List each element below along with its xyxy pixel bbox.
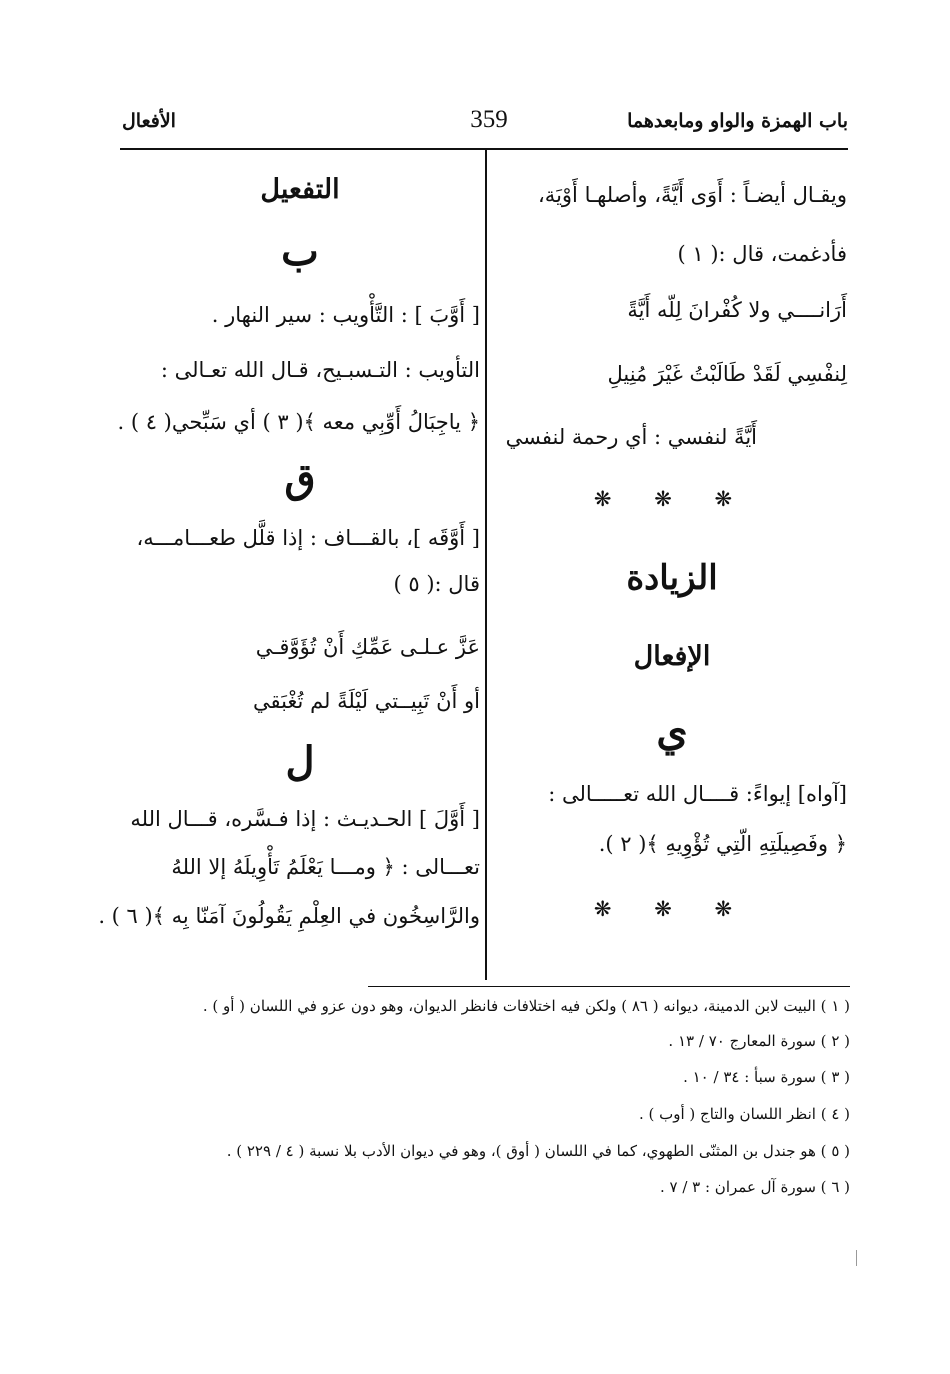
letter-heading: ق: [284, 455, 316, 502]
section-title: الأفعال: [122, 110, 176, 132]
page-number: 359: [470, 106, 508, 133]
separator-stars: ❋ ❋ ❋: [593, 897, 751, 921]
section-heading: الزيادة: [626, 558, 718, 598]
text-line: ﴿ وفَصِيلَتِهِ الّتِي تُؤْوِيهِ ﴾( ٢ ).: [598, 832, 847, 856]
text-line: قال :( ٥ ): [393, 572, 480, 596]
chapter-title: باب الهمزة والواو ومابعدهما: [627, 110, 848, 132]
column-divider: [485, 150, 487, 980]
text-line: فأدغمت، قال :( ١ ): [677, 242, 847, 266]
footnote: ( ٦ ) سورة آل عمران : ٣ / ٧ .: [659, 1178, 850, 1196]
footnote: ( ١ ) البيت لابن الدمينة، ديوانه ( ٨٦ ) ولكن فيه اختلافات فانظر الديوان، وهو دون عزو في اللسان ( أو ) .: [202, 997, 850, 1015]
text-line: ويقـال أيضـاً : أَوَى أَيَّةً، وأصلهـا أَوْيَة،: [538, 183, 847, 207]
footnote: ( ٤ ) انظر اللسان والتاج ( أوب ) .: [638, 1105, 850, 1123]
letter-heading: ي: [656, 708, 688, 755]
text-line: والرَّاسِخُون في العِلْمِ يَقُولُونَ آمَنّا بِه ﴾( ٦ ) .: [98, 904, 480, 928]
text-line: تعـــالى : ﴿ ومـــا يَعْلَمُ تَأْوِيلَهُ إلا اللهُ: [171, 855, 480, 879]
text-line: ﴿ ياجِبَالُ أَوِّبِي معه ﴾( ٣ ) أي سَبِّحي( ٤ ) .: [117, 410, 480, 434]
text-line: [ أَوَّقَه ]، بالقـــاف : إذا قلَّل طعـــامـــه،: [136, 526, 480, 550]
form-heading: التفعيل: [260, 174, 340, 205]
header-rule: [120, 148, 848, 150]
text-line: أَيَّةً لنفسي : أي رحمة لنفسي: [505, 425, 757, 449]
verse-line: أو أَنْ تَبِيــتي لَيْلَةً لم تُغْبَقي: [252, 689, 480, 713]
text-line: [آواه] إيواءً: قــــال الله تعـــــالى :: [548, 782, 847, 806]
letter-heading: ب: [281, 228, 319, 275]
form-heading: الإفعال: [633, 641, 711, 672]
text-line: التأويب : التـسبـيح، قـال الله تعـالى :: [160, 358, 480, 382]
footnote: ( ٣ ) سورة سبأ : ٣٤ / ١٠ .: [683, 1068, 850, 1086]
letter-heading: ل: [285, 738, 315, 785]
text-line: [ أَوَّلَ ] الحـديـث : إذا فـسَّره، قـــال الله: [130, 807, 480, 831]
verse-line: عَزَّ عـلـى عَمِّكِ أَنْ تُؤَوَّقـي: [255, 635, 480, 659]
footnote: ( ٢ ) سورة المعارج ٧٠ / ١٣ .: [668, 1032, 850, 1050]
separator-stars: ❋ ❋ ❋: [593, 487, 751, 511]
footnote-rule: [368, 986, 850, 987]
text-line: [ أَوَّبَ ] : التَّأْويب : سير النهار .: [211, 303, 480, 327]
verse-line: لِنفْسِي لَقَدْ طَالَبْتُ غَيْرَ مُنِيلِ: [607, 362, 847, 386]
verse-line: أَرَانــــي ولا كُفْرانَ لِلّه أَيَّةً: [627, 298, 847, 322]
footnote: ( ٥ ) هو جندل بن المثنّى الطهوي، كما في اللسان ( أوق )، وهو في ديوان الأدب بلا نسبة ( ٤ / ٢٢٩ ) .: [226, 1142, 850, 1160]
margin-mark: [856, 1250, 857, 1266]
page-header: [122, 104, 848, 148]
